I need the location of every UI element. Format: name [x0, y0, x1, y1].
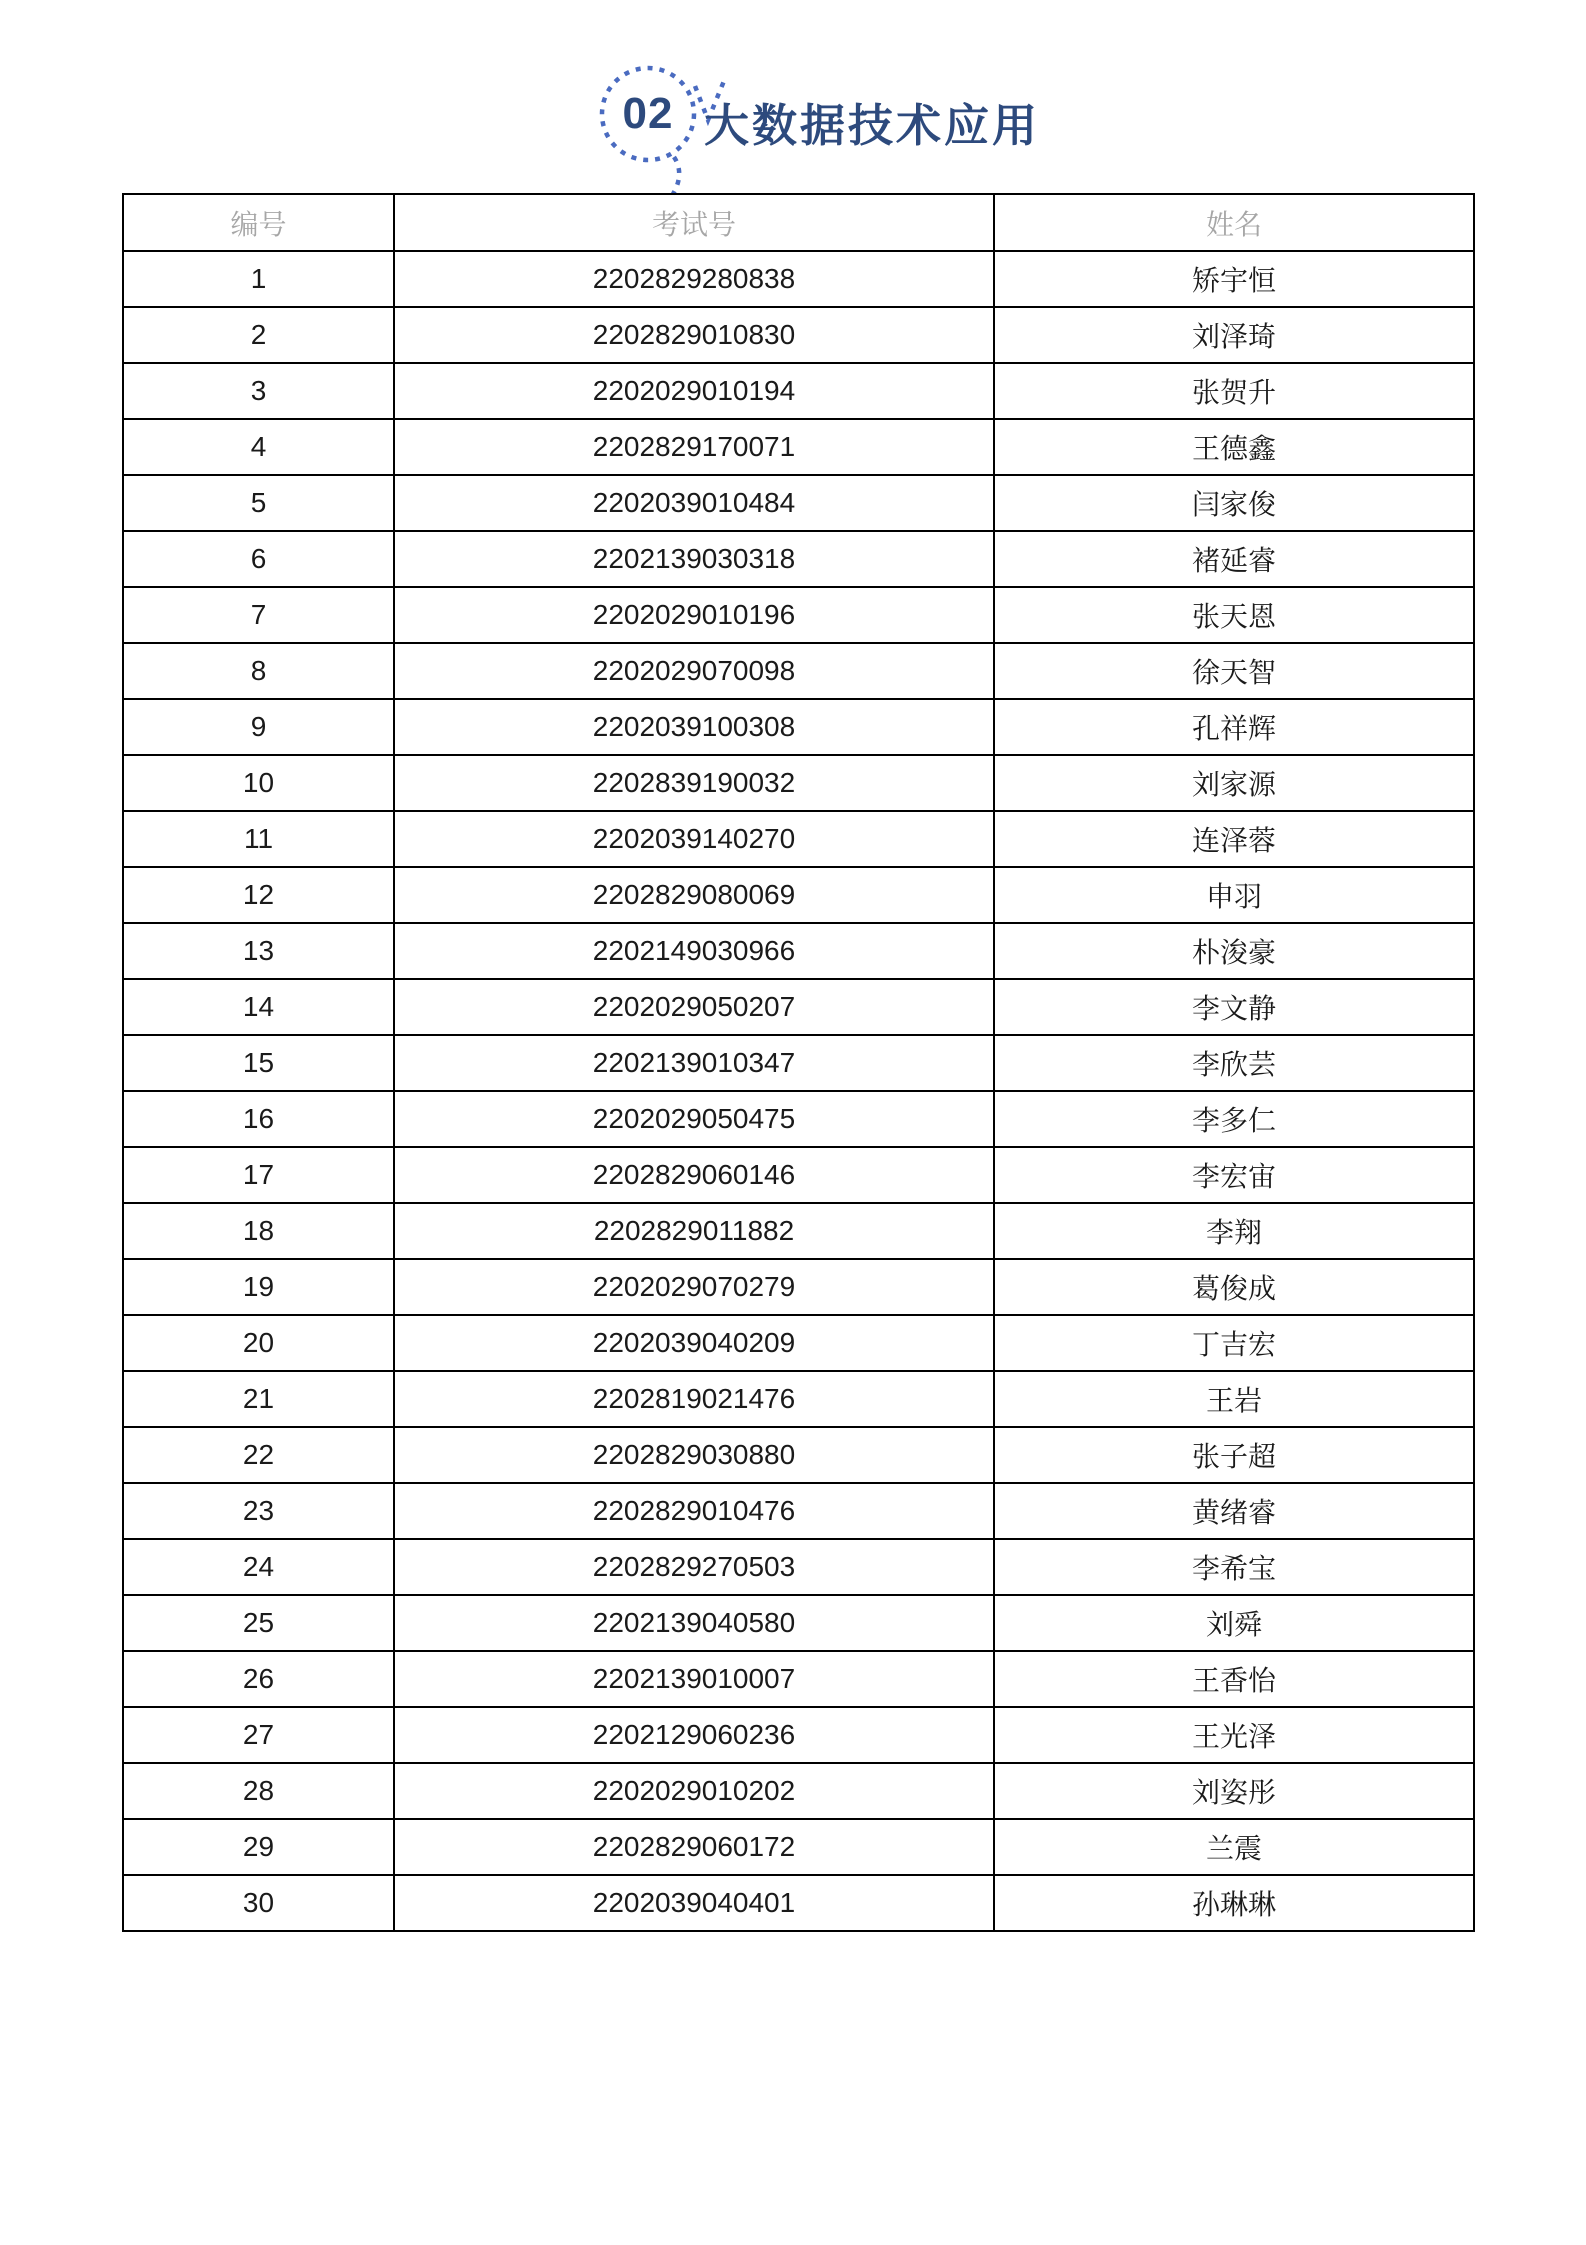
row-number-cell: 2: [123, 307, 394, 363]
table-row: [123, 1091, 1474, 1147]
table-row: [123, 363, 1474, 419]
table-row: [123, 251, 1474, 307]
student-name-cell: 李欣芸: [994, 1035, 1474, 1091]
table-row: [123, 531, 1474, 587]
roster-table-body: [123, 251, 1474, 1931]
table-row: [123, 755, 1474, 811]
table-row: [123, 1539, 1474, 1595]
exam-number-cell: 2202139010007: [394, 1651, 994, 1707]
exam-number-cell: 2202839190032: [394, 755, 994, 811]
exam-number-cell: 2202129060236: [394, 1707, 994, 1763]
table-row: [123, 1595, 1474, 1651]
student-name-cell: 黄绪睿: [994, 1483, 1474, 1539]
student-name-cell: 朴浚豪: [994, 923, 1474, 979]
table-row: [123, 979, 1474, 1035]
row-number-cell: 30: [123, 1875, 394, 1931]
student-name-cell: 连泽蓉: [994, 811, 1474, 867]
row-number-cell: 10: [123, 755, 394, 811]
section-header: [0, 0, 1586, 190]
table-row: [123, 1819, 1474, 1875]
badge-number: 02: [622, 89, 674, 138]
student-name-cell: 申羽: [994, 867, 1474, 923]
student-name-cell: 孙琳琳: [994, 1875, 1474, 1931]
table-row: [123, 1763, 1474, 1819]
table-row: [123, 1875, 1474, 1931]
row-number-cell: 5: [123, 475, 394, 531]
exam-number-cell: 2202829060146: [394, 1147, 994, 1203]
student-name-cell: 王光泽: [994, 1707, 1474, 1763]
row-number-cell: 16: [123, 1091, 394, 1147]
exam-number-cell: 2202029070098: [394, 643, 994, 699]
exam-number-cell: 2202039040401: [394, 1875, 994, 1931]
exam-number-cell: 2202039100308: [394, 699, 994, 755]
table-row: [123, 643, 1474, 699]
student-name-cell: 张贺升: [994, 363, 1474, 419]
student-name-cell: 徐天智: [994, 643, 1474, 699]
exam-number-cell: 2202829010830: [394, 307, 994, 363]
exam-number-cell: 2202029010196: [394, 587, 994, 643]
exam-number-cell: 2202819021476: [394, 1371, 994, 1427]
row-number-cell: 29: [123, 1819, 394, 1875]
exam-number-cell: 2202139030318: [394, 531, 994, 587]
exam-number-cell: 2202829270503: [394, 1539, 994, 1595]
exam-number-cell: 2202029010194: [394, 363, 994, 419]
student-name-cell: 刘舜: [994, 1595, 1474, 1651]
exam-number-cell: 2202829280838: [394, 251, 994, 307]
exam-number-cell: 2202029050475: [394, 1091, 994, 1147]
student-name-cell: 褚延睿: [994, 531, 1474, 587]
student-name-cell: 张子超: [994, 1427, 1474, 1483]
column-header-exam-number: 考试号: [394, 194, 994, 251]
table-row: [123, 1259, 1474, 1315]
table-row: [123, 867, 1474, 923]
table-row: [123, 923, 1474, 979]
table-row: [123, 1371, 1474, 1427]
table-row: [123, 1203, 1474, 1259]
row-number-cell: 17: [123, 1147, 394, 1203]
row-number-cell: 24: [123, 1539, 394, 1595]
row-number-cell: 7: [123, 587, 394, 643]
exam-number-cell: 2202029050207: [394, 979, 994, 1035]
student-name-cell: 矫宇恒: [994, 251, 1474, 307]
student-name-cell: 孔祥辉: [994, 699, 1474, 755]
row-number-cell: 14: [123, 979, 394, 1035]
student-name-cell: 李宏宙: [994, 1147, 1474, 1203]
row-number-cell: 1: [123, 251, 394, 307]
student-name-cell: 刘家源: [994, 755, 1474, 811]
row-number-cell: 11: [123, 811, 394, 867]
exam-number-cell: 2202139010347: [394, 1035, 994, 1091]
exam-number-cell: 2202829011882: [394, 1203, 994, 1259]
column-header-name: 姓名: [994, 194, 1474, 251]
table-row: [123, 699, 1474, 755]
student-name-cell: 兰震: [994, 1819, 1474, 1875]
exam-number-cell: 2202149030966: [394, 923, 994, 979]
row-number-cell: 8: [123, 643, 394, 699]
student-name-cell: 闫家俊: [994, 475, 1474, 531]
row-number-cell: 26: [123, 1651, 394, 1707]
table-row: [123, 587, 1474, 643]
table-row: [123, 811, 1474, 867]
exam-number-cell: 2202829170071: [394, 419, 994, 475]
row-number-cell: 19: [123, 1259, 394, 1315]
row-number-cell: 15: [123, 1035, 394, 1091]
student-name-cell: 王岩: [994, 1371, 1474, 1427]
table-row: [123, 1315, 1474, 1371]
row-number-cell: 4: [123, 419, 394, 475]
row-number-cell: 13: [123, 923, 394, 979]
row-number-cell: 23: [123, 1483, 394, 1539]
exam-number-cell: 2202829060172: [394, 1819, 994, 1875]
student-name-cell: 王德鑫: [994, 419, 1474, 475]
table-row: [123, 1707, 1474, 1763]
table-row: [123, 1147, 1474, 1203]
table-row: [123, 1427, 1474, 1483]
row-number-cell: 20: [123, 1315, 394, 1371]
row-number-cell: 27: [123, 1707, 394, 1763]
student-name-cell: 李多仁: [994, 1091, 1474, 1147]
exam-number-cell: 2202829030880: [394, 1427, 994, 1483]
exam-number-cell: 2202829080069: [394, 867, 994, 923]
column-header-number: 编号: [123, 194, 394, 251]
table-row: [123, 1035, 1474, 1091]
header-row: [123, 194, 1474, 251]
student-name-cell: 王香怡: [994, 1651, 1474, 1707]
roster-table: [122, 193, 1475, 1932]
row-number-cell: 22: [123, 1427, 394, 1483]
exam-number-cell: 2202139040580: [394, 1595, 994, 1651]
student-name-cell: 丁吉宏: [994, 1315, 1474, 1371]
exam-number-cell: 2202039040209: [394, 1315, 994, 1371]
row-number-cell: 25: [123, 1595, 394, 1651]
student-name-cell: 刘泽琦: [994, 307, 1474, 363]
table-row: [123, 1651, 1474, 1707]
table-row: [123, 307, 1474, 363]
student-name-cell: 李文静: [994, 979, 1474, 1035]
row-number-cell: 9: [123, 699, 394, 755]
student-name-cell: 刘姿彤: [994, 1763, 1474, 1819]
table-row: [123, 475, 1474, 531]
exam-number-cell: 2202039140270: [394, 811, 994, 867]
student-name-cell: 葛俊成: [994, 1259, 1474, 1315]
exam-number-cell: 2202829010476: [394, 1483, 994, 1539]
row-number-cell: 3: [123, 363, 394, 419]
exam-number-cell: 2202029010202: [394, 1763, 994, 1819]
roster-table-header: [123, 194, 1474, 251]
row-number-cell: 12: [123, 867, 394, 923]
student-name-cell: 张天恩: [994, 587, 1474, 643]
row-number-cell: 21: [123, 1371, 394, 1427]
student-name-cell: 李希宝: [994, 1539, 1474, 1595]
table-row: [123, 1483, 1474, 1539]
table-row: [123, 419, 1474, 475]
exam-number-cell: 2202039010484: [394, 475, 994, 531]
row-number-cell: 18: [123, 1203, 394, 1259]
row-number-cell: 6: [123, 531, 394, 587]
row-number-cell: 28: [123, 1763, 394, 1819]
page-title: 大数据技术应用: [704, 100, 1041, 151]
student-name-cell: 李翔: [994, 1203, 1474, 1259]
exam-number-cell: 2202029070279: [394, 1259, 994, 1315]
